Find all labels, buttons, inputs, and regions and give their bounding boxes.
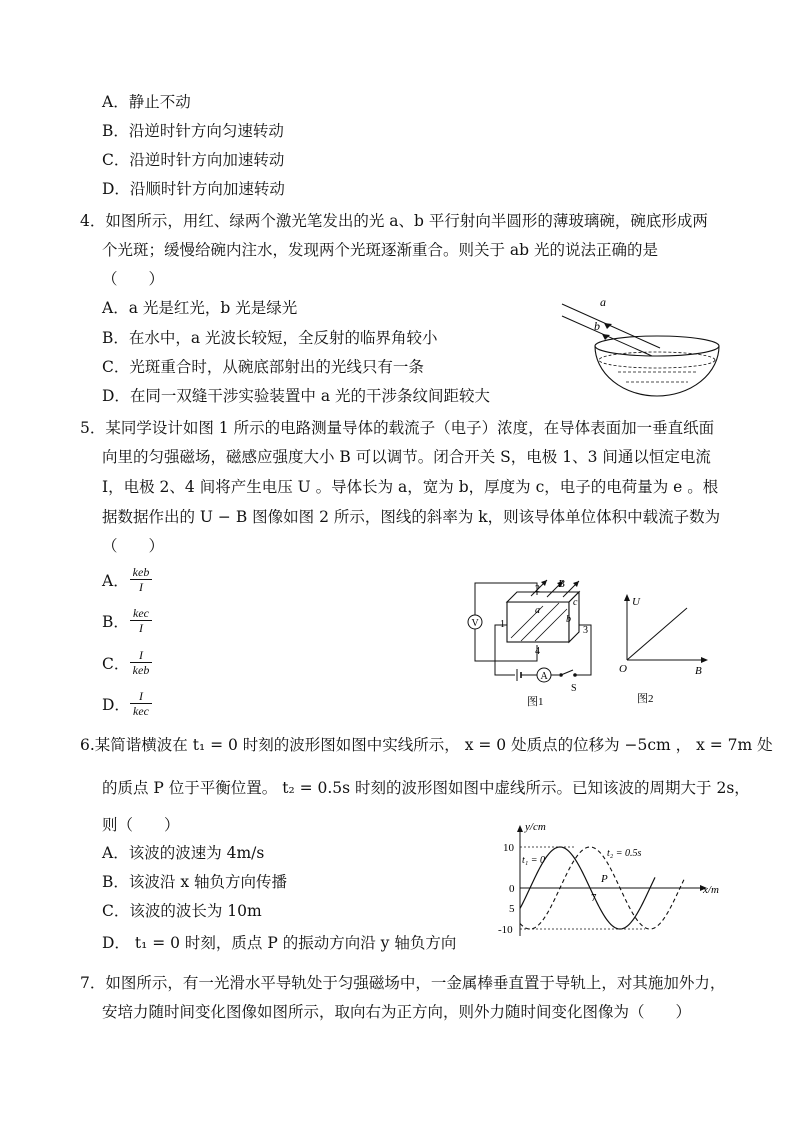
- option-4c: C．光斑重合时，从碗底部射出的光线只有一条: [102, 358, 424, 376]
- t2-label: t₂ = 0.5s: [607, 848, 642, 859]
- tick-10: 10: [503, 842, 514, 854]
- option-3c: C．沿逆时针方向加速转动: [102, 151, 285, 169]
- ub-graph-figure: [615, 590, 715, 708]
- option-6c: C．该波的波长为 10m: [102, 902, 262, 920]
- question-7-line2: 安培力随时间变化图像如图所示，取向右为正方向，则外力随时间变化图像为（ ）: [102, 1003, 692, 1021]
- option-5b-fraction: kec I: [130, 606, 152, 635]
- point-p-label: P: [601, 873, 608, 885]
- field-b-label: B: [558, 578, 565, 590]
- question-4-bracket: （ ）: [102, 270, 165, 288]
- question-6-line2: 的质点 P 位于平衡位置。 t₂ = 0.5s 时刻的波形图如图中虚线所示。已知该波的周期大于 2s，: [102, 779, 750, 797]
- option-6a: A．该波的波速为 4m/s: [102, 844, 265, 862]
- question-4-line1: 4．如图所示，用红、绿两个激光笔发出的光 a、b 平行射向半圆形的薄玻璃碗，碗底形成两: [80, 212, 708, 230]
- option-4a: A．a 光是红光，b 光是绿光: [102, 299, 298, 317]
- graph2-y-label: U: [632, 596, 640, 608]
- option-6b: B．该波沿 x 轴负方向传播: [102, 873, 287, 891]
- ammeter-label: A: [540, 671, 548, 682]
- option-5d-label: D．: [102, 696, 130, 714]
- option-5b-label: B．: [102, 613, 129, 631]
- figure-1-caption: 图1: [527, 696, 544, 708]
- question-4-line2: 个光斑；缓慢给碗内注水，发现两个光斑逐渐重合。则关于 ab 光的说法正确的是: [102, 241, 659, 259]
- option-6d: D． t₁ = 0 时刻，质点 P 的振动方向沿 y 轴负方向: [102, 934, 457, 952]
- circuit-figure: [455, 575, 605, 710]
- option-3a: A．静止不动: [102, 93, 191, 111]
- option-5c-fraction: I keb: [130, 648, 152, 677]
- wave-x-label: x/m: [703, 884, 719, 896]
- graph2-x-label: B: [695, 665, 702, 677]
- question-7-line1: 7．如图所示，有一光滑水平导轨处于匀强磁场中，一金属棒垂直置于导轨上，对其施加外力，: [80, 974, 726, 992]
- dim-b: b: [566, 614, 571, 625]
- option-3d: D．沿顺时针方向加速转动: [102, 180, 285, 198]
- question-5-line2: 向里的匀强磁场，磁感应强度大小 B 可以调节。闭合开关 S，电极 1、3 间通以恒定电流: [102, 448, 711, 466]
- option-3b: B．沿逆时针方向匀速转动: [102, 122, 284, 140]
- electrode-3: 3: [583, 625, 588, 636]
- beam-a-label: a: [600, 295, 606, 309]
- beam-b-label: b: [594, 319, 600, 333]
- question-6-line1: 6.某简谐横波在 t₁ = 0 时刻的波形图如图中实线所示， x = 0 处质点的位移为 −5cm ， x = 7m 处: [80, 736, 773, 754]
- tick-5: 5: [509, 903, 515, 915]
- tick-0: 0: [509, 883, 515, 895]
- graph2-origin: O: [619, 663, 627, 675]
- t1-label: t₁ = 0: [522, 855, 546, 866]
- wave-chart: [495, 818, 735, 943]
- electrode-2: 2: [535, 584, 540, 595]
- question-6-line3: 则（ ）: [102, 816, 180, 834]
- figure-2-caption: 图2: [637, 693, 654, 705]
- wave-y-label: y/cm: [525, 821, 546, 833]
- question-5-line4: 据数据作出的 U − B 图像如图 2 所示，图线的斜率为 k，则该导体单位体积中载流子数为: [102, 508, 721, 526]
- option-4d: D．在同一双缝干涉实验装置中 a 光的干涉条纹间距较大: [102, 387, 491, 405]
- bowl-figure: [560, 292, 730, 402]
- tick-minus-10: -10: [498, 924, 513, 936]
- electrode-1: 1: [500, 619, 505, 630]
- option-4b: B．在水中，a 光波长较短，全反射的临界角较小: [102, 329, 438, 347]
- option-5d-fraction: I kec: [130, 689, 152, 718]
- option-5a-label: A．: [102, 572, 129, 590]
- dim-c: c: [573, 597, 578, 608]
- electrode-4: 4: [535, 646, 540, 657]
- option-5a-fraction: keb I: [130, 565, 152, 594]
- voltmeter-label: V: [471, 618, 479, 629]
- switch-label: S: [571, 683, 577, 694]
- dim-a: a: [535, 605, 540, 616]
- question-5-bracket: （ ）: [102, 537, 165, 555]
- question-5-line1: 5．某同学设计如图 1 所示的电路测量导体的载流子（电子）浓度，在导体表面加一垂直纸面: [80, 419, 715, 437]
- question-5-line3: I，电极 2、4 间将产生电压 U 。导体长为 a，宽为 b，厚度为 c，电子的电荷量为 e 。根: [102, 478, 719, 496]
- tick-7: 7: [591, 892, 597, 904]
- option-5c-label: C．: [102, 655, 130, 673]
